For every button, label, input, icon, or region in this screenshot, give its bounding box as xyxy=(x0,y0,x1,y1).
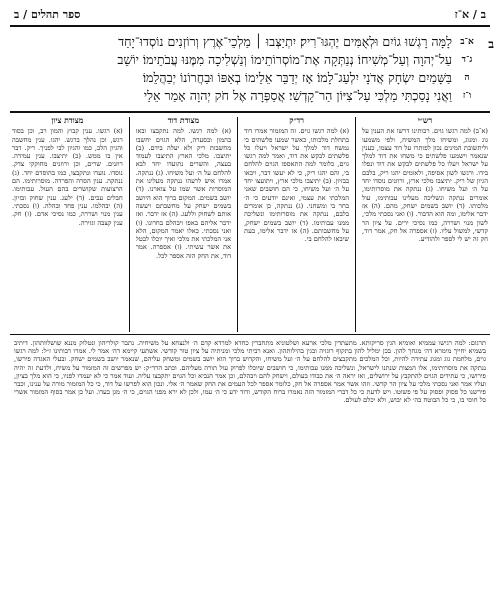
commentary-metzudat-david xyxy=(136,117,231,332)
verse-text: בַּשָּׁמַיִם יִשְׂחָק אֲדֹנָי יִלְעַג־לָמוֹ׃ אָז יְדַבֵּר אֵלֵימוֹ בְאַפּוֹ וּבַחֲרוֹנוֹ יְבַהֲלֵמוֹ׃ xyxy=(142,70,452,85)
metzudat-david-title: מצודת דוד xyxy=(167,117,200,125)
rashi-text: (א־ב) למה רגשו גוים. רבותינו דרשו את הענין על גוג ומגוג, ומשיחו מלך המשיח, ולפי משמעו וליתשובת המינים נכון לפותרו על דוד עצמו, כענין שנאמר וישמעו פלשתים כי משחו את דוד למלך על ישראל ויעלו כל פלשתים לבקש את דוד ונפלו בידו. ורגשו לשון אסיפה, ולאומים יהגו ריק, בלבם הגיון של ריק. יתיצבו מלכי ארץ, ורוזנים נוסדו יחד על ה׳ ועל משיחו. (ג) ננתקה את מוסרותימו, אומרים ננתקה ונשליכה מעלינו עבותימו, עול מלכותו. (ד) יושב בשמים ישחק, מהם. (ה) אז ידבר אלימו, ומה הוא הדבור. (ו) ואני נסכתי מלכי, לשון מנוי ושררה, כמו נסיכי ירים. על ציון הר קדשי, למשול עליו. (ז) אספרה אל חק, אמר דוד, חק זה יש לי לספר ולהודיע. xyxy=(362,127,488,244)
verse-line xyxy=(14,51,486,69)
commentary-rule xyxy=(10,334,490,335)
header-rule xyxy=(10,25,490,27)
header-right: ב / א־ז xyxy=(454,8,486,21)
verse-line xyxy=(14,87,486,105)
chapter-letter: ב xyxy=(488,37,494,51)
running-header xyxy=(10,6,490,23)
commentary-columns xyxy=(10,117,490,332)
header-left: ספר תהלים / ב xyxy=(14,8,81,21)
verse-line xyxy=(14,33,486,51)
rashi-title: רש״י xyxy=(417,117,433,125)
verse-number: ה xyxy=(464,73,470,83)
verse-line xyxy=(14,69,486,87)
bottom-commentary: תרגום: למה רגישו עממיא ואומיא הגין סריקותא. מתעתדין מלכי ארעא ושלטוניא מתחברין כחדא למרדא קדם ה׳ ולנצחא על משיחיה. נתבר קולריהון ונטלוק מננא שושלוותהון. דיתיב בשמיא יחייך מימרא דה׳ מגחך להון. בכן ימליל להון בתקוף רוגזיה ובגין בהילותהון. ואנא רביתי מלכי ומניתיה על ציון טור קודשי. אשתעי קיימא דה׳ אמר לי. אמרו רבותינו ז״ל: למה רגשו גוים, מלחמת גוג ומגוג עתידה להיות, וכל המלכים מתקבצים להלחם על ה׳ ועל משיחו, והקדוש ברוך הוא יושב בשמים ומשחק עליהם, שנאמר יושב בשמים ישחק. ובעלי האגדה פירשו, ננתקה את מוסרותימו, אלו המצות שנתנו לישראל, ונשליכה ממנו עבותימו, כי חושבים שיוכלו לפרוק עול תורה מעליהם. וכתב הרד״ק: יש מפרשים זה המזמור על משיח, ולדעת זה יהיה פירושו, כי עתידים הגוים להתקבץ על ירושלים, ואז יראה ה׳ את כבודו בעולם, וישחק להם ויבהלם, וכן אמר הנביא וכל הגוים יתקבצו עליה. ועוד אמר כי לא יעמדו לפניו, כי הוא מלך בציון, ועליו אמר ואני נסכתי מלכי על ציון הר קדשי. וזהו אשר אמר אספרה אל חק, כלומר אספר לכל העמים את החק שאמר ה׳ אלי. ונכון הוא לפרשו על דוד, כי כל המזמור מורה על ענינו, וכבר פירשנו כל פסוק ופסוק על פי פשוטו. ויש לדעת כי כל דברי המזמור הזה נאמרו ברוח הקודש, ודוד ידע כי ה׳ עמו, ולכן לא ירא מפני הגוים, כי ה׳ מגן בעדו. ועל כן אמר בסוף המזמור אשרי כל חוסי בו, כי כל הבוטח בה׳ לא יבוש, ולא יכלם לעולם. xyxy=(14,339,486,405)
verse-number: ג־ד xyxy=(461,55,473,65)
commentary-metzudat-zion xyxy=(12,117,123,332)
column-divider xyxy=(237,117,238,332)
verse-text: עַל־יְהוָה וְעַל־מְשִׁיחוֹ׃ נְנַתְּקָה אֶת־מוֹסְרוֹתֵימוֹ וְנַשְׁלִיכָה מִמֶּנּוּ עֲבֹתֵימוֹ׃ יוֹשֵׁב xyxy=(117,52,452,67)
radak-text: (א) למה רגשו גוים. זה המזמור אמרו דוד בתחלת מלכותו, כאשר שמעו פלשתים כי נמשח דוד למלך על ישראל ויעלו כל פלשתים לבקש את דוד, ואמר למה רגשו גוים, כלומר למה התאספו הגוים להלחם בי, והם יהגו ריק, כי לא יעשו דבר, ויבאו בבזיון. (ב) יתיצבו מלכי ארץ, ויתועצו יחד על ה׳ ועל משיחו, כי הם חושבים שאני המלכתי את עצמי, ואינם יודעים כי ה׳ בחר בי ומשחני. (ג) ננתקה, כן אומרים בלבם, ננתקה את מוסרותימו ונשליכה ממנו עבותימו. (ד) יושב בשמים ישחק, על מחשבותם. (ה) אז ידבר אלימו, בעת שיבאו להלחם בי. xyxy=(244,127,350,244)
commentary-rashi xyxy=(362,117,488,332)
metzudat-zion-text: (א) רגשו. ענין קבוץ והמון רב, וכן בסוד רגש, וכן נהלך ברגש. יהגו. ענין מחשבה והגיון הלב, כמו והגיון לבי לפניך. ריק. דבר אין בו ממש. (ב) יתיצבו. ענין עמידה. רוזנים. שרים, וכן ורוזנים מחוקקי צדק. נוסדו. נועדו ונתקבצו, כמו בהוסדם יחד. (ג) ננתקה. ענין הסרה והפרדה. מוסרותימו. הם הרצועות שקושרים בהם העול. עבותימו. חבלים עבים. (ד) ילעג. ענין שחוק ובזיון. (ה) יבהלמו. ענין פחד ובהלה. (ו) נסכתי. ענין מנוי ושררה, כמו נסיכי אדם. (ז) חק. ענין קצבה וגזירה. xyxy=(12,127,123,227)
metzudat-david-text: (א) למה רגשו. למה נתקבצו ובאו בהמון ובסערה, הלא הגוים יחשבו מחשבות ריק ולא יעלה בידם. (ב) יתיצבו. מלכי הארץ התיצבו לעמוד בעצה, והשרים נתועדו יחד לבא להלחם על ה׳ ועל משיחו. (ג) ננתקה. אמרו איש לרעהו ננתקה מעלינו את המוסרות אשר שמו על צוארנו. (ד) יושב בשמים. המקום ברוך הוא היושב בשמים ישחק על מחשבתם ויעשה אותם לשחוק וללעג. (ה) אז ידבר. ואז ידבר אליהם באפו ויבהלם בחרונו. (ו) ואני נסכתי. כאלו יאמר המקום, הלא אני המלכתי את מלכי ואיך יוכלו לבטל את אשר עשיתי. (ז) אספרה. אמר דוד, את החק הזה אספר לכל. xyxy=(135,127,232,260)
verses-rule xyxy=(10,111,490,113)
radak-title: רד״ק xyxy=(289,117,304,125)
metzudat-zion-title: מצודת ציון xyxy=(51,117,84,125)
verse-number: ו־ז xyxy=(462,91,472,101)
verse-text: וַאֲנִי נָסַכְתִּי מַלְכִּי עַל־צִיּוֹן הַר־קָדְשִׁי׃ אֲסַפְּרָה אֶל חֹק יְהוָה אָמַר אֵלַי xyxy=(143,88,452,103)
verse-text: לָמָּה רָגְשׁוּ גוֹיִם וּלְאֻמִּים יֶהְגּוּ־רִיק׃ יִתְיַצְּבוּ ׀ מַלְכֵי־אֶרֶץ וְרוֹזְנִים נוֹסְדוּ־יָחַד xyxy=(118,34,452,49)
column-divider xyxy=(129,117,130,332)
commentary-radak xyxy=(244,117,349,332)
scripture-text xyxy=(10,31,494,109)
column-divider xyxy=(355,117,356,332)
verse-number: א־ב xyxy=(460,37,474,47)
